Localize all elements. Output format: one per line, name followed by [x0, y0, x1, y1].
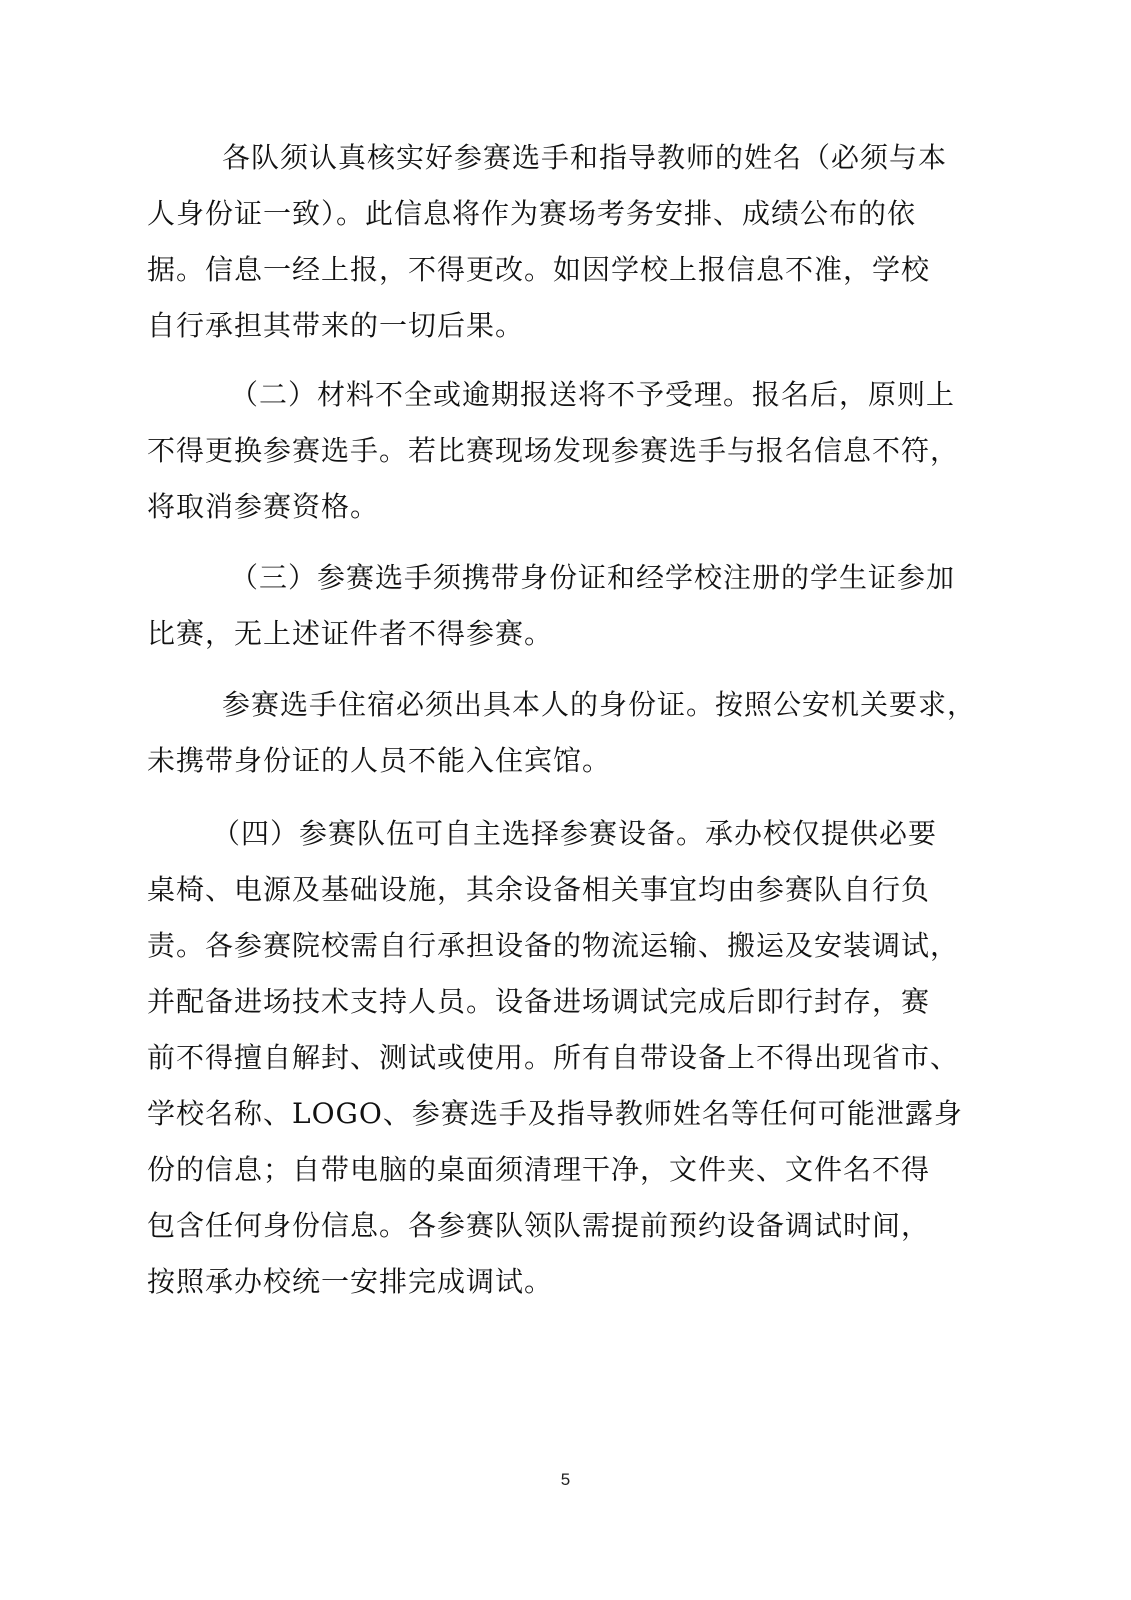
paragraph-2-line-1: （二）材料不全或逾期报送将不予受理。报名后，原则上 — [230, 378, 956, 411]
paragraph-2-line-3: 将取消参赛资格。 — [147, 490, 380, 523]
paragraph-5-line-2: 桌椅、电源及基础设施，其余设备相关事宜均由参赛队自行负 — [147, 873, 931, 906]
paragraph-5-line-8: 包含任何身份信息。各参赛队领队需提前预约设备调试时间， — [147, 1209, 931, 1242]
paragraph-5-line-5: 前不得擅自解封、测试或使用。所有自带设备上不得出现省市、 — [147, 1041, 960, 1074]
paragraph-5-line-3: 责。各参赛院校需自行承担设备的物流运输、搬运及安装调试， — [147, 929, 960, 962]
paragraph-1-line-4: 自行承担其带来的一切后果。 — [147, 309, 525, 342]
paragraph-4-line-1: 参赛选手住宿必须出具本人的身份证。按照公安机关要求， — [222, 688, 977, 721]
paragraph-5-line-9: 按照承办校统一安排完成调试。 — [147, 1265, 554, 1298]
paragraph-5-line-7: 份的信息；自带电脑的桌面须清理干净，文件夹、文件名不得 — [147, 1153, 931, 1186]
paragraph-3-line-2: 比赛，无上述证件者不得参赛。 — [147, 617, 554, 650]
paragraph-1-line-1: 各队须认真核实好参赛选手和指导教师的姓名（必须与本 — [222, 141, 948, 174]
paragraph-5-line-6: 学校名称、LOGO、参赛选手及指导教师姓名等任何可能泄露身 — [147, 1097, 963, 1130]
paragraph-2-line-2: 不得更换参赛选手。若比赛现场发现参赛选手与报名信息不符， — [147, 434, 960, 467]
paragraph-4-line-2: 未携带身份证的人员不能入住宾馆。 — [147, 744, 612, 777]
paragraph-5-line-1: （四）参赛队伍可自主选择参赛设备。承办校仅提供必要 — [212, 817, 938, 850]
paragraph-5-line-4: 并配备进场技术支持人员。设备进场调试完成后即行封存，赛 — [147, 985, 931, 1018]
paragraph-1-line-3: 据。信息一经上报，不得更改。如因学校上报信息不准，学校 — [147, 253, 931, 286]
page-number: 5 — [560, 1470, 571, 1489]
paragraph-1-line-2: 人身份证一致）。此信息将作为赛场考务安排、成绩公布的依 — [147, 197, 917, 230]
paragraph-3-line-1: （三）参赛选手须携带身份证和经学校注册的学生证参加 — [230, 561, 956, 594]
